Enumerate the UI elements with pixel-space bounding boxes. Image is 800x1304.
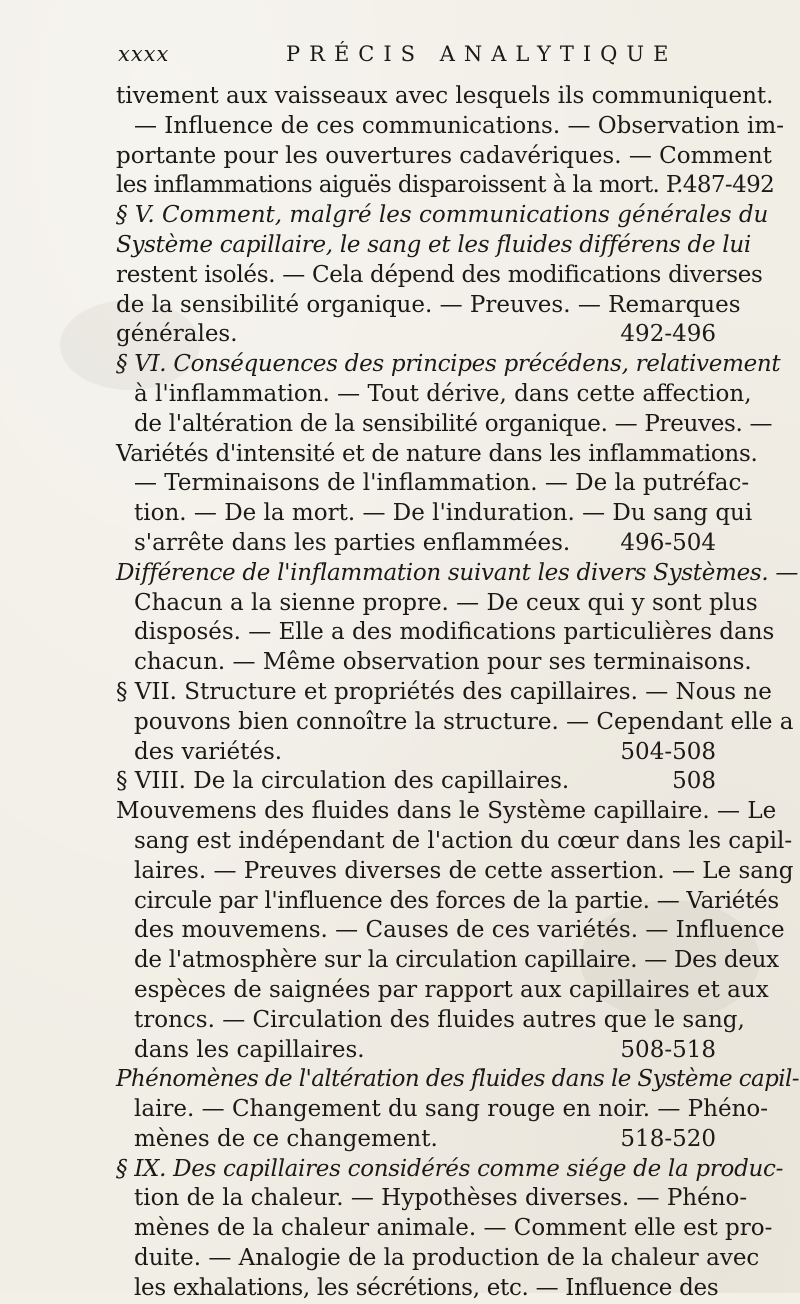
page-header — [118, 42, 720, 72]
text-line: Chacun a la sienne propre. — De ceux qui y sont plus — [134, 589, 758, 616]
text-line: — Terminaisons de l'inflammation. — De la putréfac- — [134, 470, 750, 497]
subsection-heading-line: Mouvemens des fluides dans le Système capillaire. — Le — [116, 798, 777, 825]
text-line — [116, 738, 716, 768]
text-line: de la sensibilité organique. — Preuves. — Remarques — [116, 291, 741, 318]
text-line: espèces de saignées par rapport aux capillaires et aux — [134, 976, 769, 1003]
section-heading-line: § VI. Conséquences des principes précédens, relativement — [116, 351, 781, 378]
text-line-start: générales. — [116, 321, 238, 348]
subsection-heading-line: Phénomènes de l'altération des fluides dans le Système capil- — [116, 1066, 799, 1093]
text-line-start: s'arrête dans les parties enflammées. — [134, 529, 571, 556]
text-line: tion. — De la mort. — De l'induration. — Du sang qui — [134, 500, 753, 527]
text-line-start: dans les capillaires. — [134, 1036, 365, 1063]
text-line: chacun. — Même observation pour ses terminaisons. — [134, 649, 752, 676]
text-line: les exhalations, les sécrétions, etc. — Influence des — [134, 1274, 719, 1301]
text-line-start: des variétés. — [134, 738, 283, 765]
subsection-heading-line: Différence de l'inflammation suivant les divers Systèmes. — — [116, 559, 799, 586]
text-line: des mouvemens. — Causes de ces variétés. — Influence — [134, 917, 785, 944]
text-line — [116, 320, 716, 350]
text-line: circule par l'influence des forces de la partie. — Variétés — [134, 887, 779, 914]
page-reference: 508 — [672, 768, 716, 795]
text-line: disposés. — Elle a des modifications particulières dans — [134, 619, 775, 646]
text-line: à l'inflammation. — Tout dérive, dans cette affection, — [134, 380, 752, 407]
text-line — [116, 1125, 716, 1155]
text-line: mènes de la chaleur animale. — Comment elle est pro- — [134, 1215, 773, 1242]
section-heading-line: § VII. Structure et propriétés des capillaires. — Nous ne — [116, 678, 772, 705]
text-line: de l'atmosphère sur la circulation capillaire. — Des deux — [134, 947, 779, 974]
page-reference: 492-496 — [620, 321, 716, 348]
text-line: troncs. — Circulation des fluides autres que le sang, — [134, 1006, 745, 1033]
section-heading-line: § V. Comment, malgré les communications générales du — [116, 202, 769, 229]
text-line: duite. — Analogie de la production de la chaleur avec — [134, 1245, 760, 1272]
text-line: portante pour les ouvertures cadavériques. — Comment — [116, 142, 772, 169]
page-reference: 504-508 — [620, 738, 716, 765]
text-line — [116, 529, 716, 559]
text-line: tion de la chaleur. — Hypothèses diverses. — Phéno- — [134, 1185, 748, 1212]
text-line — [116, 767, 716, 797]
text-line-start: mènes de ce changement. — [134, 1125, 438, 1152]
text-line: restent isolés. — Cela dépend des modifications diverses — [116, 261, 763, 288]
text-line: sang est indépendant de l'action du cœur dans les capil- — [134, 827, 793, 854]
section-heading-line: Système capillaire, le sang et les fluides différens de lui — [116, 231, 751, 258]
text-line: les inflammations aiguës disparoissent à la mort. P.487-492 — [116, 172, 775, 199]
text-line — [116, 1036, 716, 1066]
page-folio: xxxx — [118, 42, 170, 66]
page-reference: 518-520 — [620, 1125, 716, 1152]
running-title: PRÉCIS ANALYTIQUE — [286, 42, 678, 66]
text-line: laires. — Preuves diverses de cette assertion. — Le sang — [134, 857, 794, 884]
text-line: tivement aux vaisseaux avec lesquels ils communiquent. — [116, 83, 774, 109]
text-line: laire. — Changement du sang rouge en noir. — Phéno- — [134, 1096, 769, 1123]
text-line: de l'altération de la sensibilité organique. — Preuves. — — [134, 410, 773, 437]
text-line: Variétés d'intensité et de nature dans les inflammations. — [116, 440, 758, 467]
section-heading-line: § IX. Des capillaires considérés comme siége de la produc- — [116, 1155, 784, 1182]
text-line: pouvons bien connoître la structure. — Cependant elle a — [134, 708, 794, 735]
page-reference: 508-518 — [620, 1036, 716, 1063]
text-line: — Influence de ces communications. — Observation im- — [134, 112, 784, 139]
page-reference: 496-504 — [620, 529, 716, 556]
summary-text — [116, 82, 799, 1304]
section-heading: § VIII. De la circulation des capillaires. — [116, 768, 570, 795]
